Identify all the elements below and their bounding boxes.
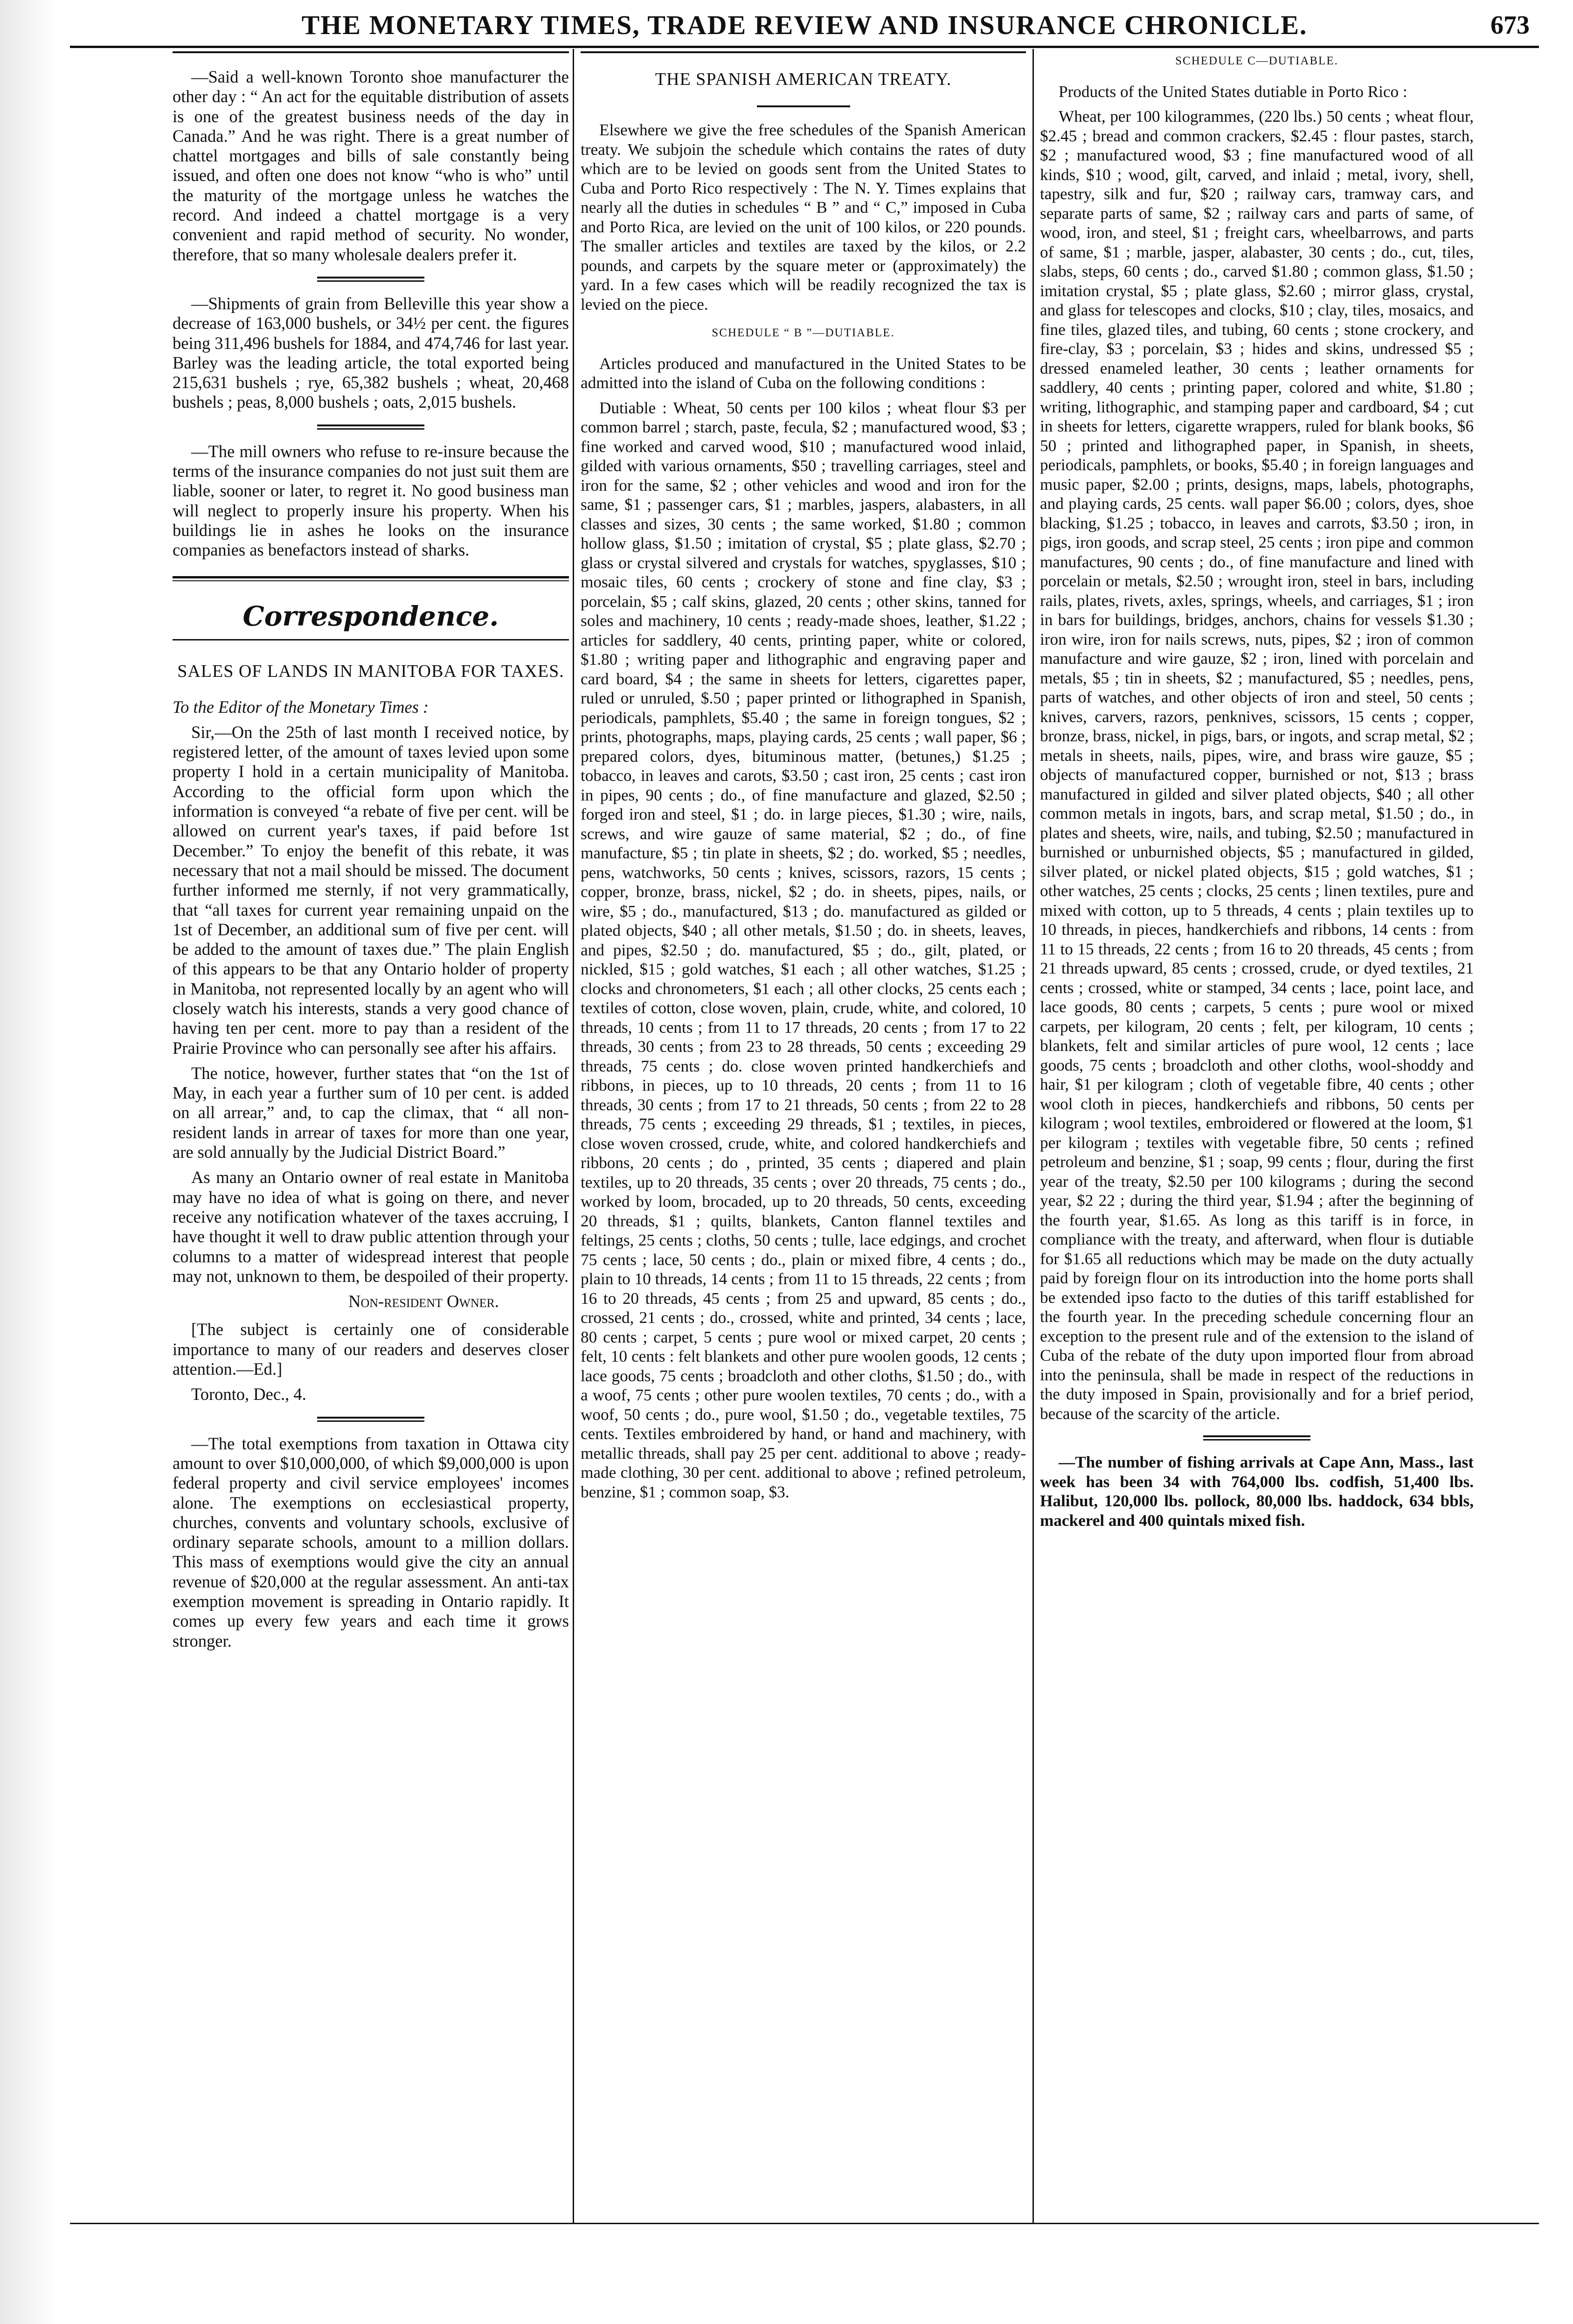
correspondence-heading: Correspondence.	[173, 600, 569, 640]
grain-shipments-paragraph: —Shipments of grain from Belleville this year show a decrease of 163,000 bushels, or 34½ per cent. the figures being 311,496 bushels for 1884, and 474,746 for last year. Barley was the leading article, the total exported being 215,631 bushels ; rye, 65,382 bushels ; wheat, 20,468 bushels ; peas, 8,000 bushels ; oats, 2,015 bushels.	[173, 293, 569, 412]
column-right	[1040, 51, 1474, 2216]
schedule-c-body: Wheat, per 100 kilogrammes, (220 lbs.) 50 cents ; wheat flour, $2.45 ; bread and common crackers, $2.45 : flour pastes, starch, $2 ; manufactured wood, $3 ; fine manufactured wood of all kinds, $10 ; wood, gilt, carved, and inlaid ; metal, ivory, shell, tapestry, silk and fur, $20 ; railway cars, tramway cars, and separate parts of same, $2 ; railway cars and parts of same, of wood, iron, and steel, $1 ; freight cars, wheelbarrows, and parts of same, $1 ; marble, jasper, alabaster, 30 cents ; do., cut, tiles, slabs, steps, 60 cents ; do., carved $1.80 ; common glass, $1.50 ; imitation crystal, $5 ; plate glass, $2.60 ; mirror glass, crystal, and glass for telescopes and clocks, $10 ; clay, tiles, mosaics, and fine tiles, glazed tiles, and tubing, 60 cents ; stone crockery, and fire-clay, $3 ; porcelain, $3 ; hides and skins, undressed $5 ; dressed enameled leather, 30 cents ; leather ornaments for saddlery, 40 cents ; printing paper, colored and white, $1.80 ; writing, lithographic, and stamping paper and cardboard, $4 ; cut in sheets for letters, cigarette wrappers, ruled for blank books, $6 50 ; printed and lithographed paper, in Spanish, in sheets, periodicals, pamphlets, or books, $5.40 ; in foreign languages and music paper, $2.00 ; prints, designs, maps, labels, photographs, and playing cards, 25 cents. wall paper $6.00 ; colors, dyes, shoe blacking, $1.25 ; tobacco, in leaves and carrots, $3.50 ; iron, in pigs, iron goods, and scrap steel, 25 cents ; iron pipe and common manufactures, 90 cents ; do., of fine manufacture and lined with porcelain or metals, $2.50 ; wrought iron, steel in bars, including rails, plates, rivets, axles, springs, wheels, and carriages, $1 ; iron in bars for buildings, bridges, anchors, chains for vessels $1.30 ; iron wire, iron for nails screws, nuts, pipes, $2 ; iron of common manufacture and wire gauze, $2 ; iron, lined with porcelain and metals, $5 ; tin in sheets, $2 ; manufactured, $5 ; needles, pens, parts of watches, and other objects of iron and steel, 50 cents ; knives, carvers, razors, penknives, scissors, 15 cents ; copper, bronze, brass, nickel, in pigs, bars, or ingots, and scrap metal, $2 ; metals in sheets, nails, pipes, wire, and brass wire gauze, $5 ; objects of manufactured copper, burnished or not, $13 ; brass manufactured in gilded and silver plated objects, $40 ; all other common metals in ingots, bars, and scrap metal, $1.50 ; do., in plates and sheets, wire, nails, and tubing, $2.50 ; manufactured in burnished or unburnished objects, $5 ; manufactured in gilded, silver plated, or nickel plated objects, $15 ; gold watches, $1 ; other watches, 25 cents ; clocks, 25 cents ; linen textiles, pure and mixed with cotton, up to 5 threads, 4 cents ; plain textiles up to 10 threads, in pieces, handkerchiefs and ribbons, 14 cents : from 11 to 15 threads, 22 cents ; from 16 to 20 threads, 45 cents ; from 21 threads upward, 85 cents ; crossed, crude, or dyed textiles, 21 cents ; crossed, white or stamped, 34 cents ; lace, point lace, and lace goods, 80 cents ; carpets, 5 cents ; pure wool or mixed carpets, per kilogram, 20 cents ; felt, per kilogram, 10 cents ; blankets, felt and similar articles of pure wool, 12 cents ; lace goods, 75 cents ; broadcloth and other cloths, wool-shoddy and hair, $1 per kilogram ; cloth of vegetable fibre, 40 cents ; other wool cloth in pieces, handkerchiefs and ribbons, 50 cents per kilogram ; wool textiles, embroidered or flowered at the loom, $1 per kilogram ; textiles with vegetable fibre, 50 cents ; refined petroleum and benzine, $1 ; soap, 99 cents ; flour, during the first year of the treaty, $2.50 per 100 kilograms ; during the second year, $2 22 ; during the third year, $1.94 ; after the beginning of the fourth year, $1.65. As long as this tariff is in force, in compliance with the treaty, and afterward, when flour is dutiable for $1.65 all reductions which may be made on the duty actually paid by foreign flour on its introduction into the home ports shall be extended ipso facto to the duties of this tariff established for the fourth year. In the preceding schedule concerning flour an exception to the present rule and of the extension to the island of Cuba of the rebate of the duty upon imported flour from abroad into the peninsula, shall be made in respect of the reductions in the duty imposed in Spain, provisionally and for a brief period, because of the scarcity of the article.	[1040, 107, 1474, 1423]
letter-paragraph-2: The notice, however, further states that “on the 1st of May, in each year a further sum of 10 per cent. is added on all arrear,” and, to cap the climax, that “ all non-resident lands in arrear of taxes for more than one year, are sold annually by the Judicial District Board.”	[173, 1063, 569, 1162]
column-top-rule	[173, 51, 569, 53]
letter-place-date: Toronto, Dec., 4.	[191, 1385, 306, 1404]
article-title: THE SPANISH AMERICAN TREATY.	[655, 70, 952, 89]
letter-paragraph-3: As many an Ontario owner of real estate in Manitoba may have no idea of what is going on there, and never receive any notification whatever of the taxes accruing, I have thought it well to draw public attention through your columns to a matter of widespread interest that people may not, unknown to them, be despoiled of their property.	[173, 1168, 569, 1286]
letter-signature: Non-resident Owner.	[348, 1292, 499, 1311]
page-binding-edge	[0, 0, 56, 2324]
column-top-rule	[581, 51, 1026, 53]
treaty-intro-paragraph: Elsewhere we give the free schedules of the Spanish American treaty. We subjoin the schedule which contains the rates of duty which are to be levied on goods sent from the United States to Cuba and Porto Rico respectively : The N. Y. Times explains that nearly all the duties in schedules “ B ” and “ C,” imposed in Cuba and Porto Rica, are levied on the unit of 100 kilos, or 220 pounds. The smaller articles and textiles are taxed by the kilos, or 2.2 pounds, and carpets by the square meter or (approximately) the yard. In a few cases which will be readily recognized the tax is levied on the piece.	[581, 121, 1026, 313]
letter-salutation: To the Editor of the Monetary Times :	[173, 697, 429, 717]
title-rule	[757, 105, 850, 107]
schedule-c-heading: SCHEDULE C—DUTIABLE.	[1175, 55, 1338, 67]
letter-title: SALES OF LANDS IN MANITOBA FOR TAXES.	[177, 661, 564, 681]
column-divider-1	[573, 49, 574, 2223]
tax-exemptions-paragraph: —The total exemptions from taxation in Ottawa city amount to over $10,000,000, of which $9,000,000 is upon federal property and civil service employees' incomes alone. The exemptions on ecclesiastical property, churches, convents and voluntary schools, exclusive of ordinary separate schools, amount to a million dollars. This mass of exemptions would give the city an annual revenue of $20,000 at the regular assessment. An anti-tax exemption movement is spreading in Ontario rapidly. It comes up every few years and each time it grows stronger.	[173, 1433, 569, 1650]
schedule-b-heading: SCHEDULE “ B ”—DUTIABLE.	[712, 327, 895, 339]
shoe-manufacturer-paragraph: —Said a well-known Toronto shoe manufacturer the other day : “ An act for the equitable distribution of assets is one of the greatest business needs of the day in Canada.” And he was right. There is a great number of chattel mortgages and bills of sale constantly being issued, and often one does not know “who is who” until the maturity of the mortgage unless he watches the record. And indeed a chattel mortgage is a very convenient and rapid method of security. No wonder, therefore, that so many wholesale dealers prefer it.	[173, 67, 569, 264]
page-header	[70, 4, 1539, 48]
separator-rule	[1203, 1435, 1310, 1440]
editor-note: [The subject is certainly one of considerable importance to many of our readers and deserves closer attention.—Ed.]	[173, 1320, 569, 1379]
section-rule	[173, 576, 569, 581]
mill-owners-paragraph: —The mill owners who refuse to re-insure because the terms of the insurance companies do not just suit them are liable, sooner or later, to regret it. No good business man will neglect to properly insure his property. When his buildings lie in ashes he looks on the insurance companies as benefactors instead of sharks.	[173, 441, 569, 560]
publication-title: THE MONETARY TIMES, TRADE REVIEW AND INSURANCE CHRONICLE.	[301, 10, 1308, 40]
separator-rule	[317, 424, 424, 430]
page-bottom-rule	[70, 2223, 1539, 2224]
separator-rule	[317, 1417, 424, 1422]
column-divider-2	[1032, 49, 1034, 2223]
column-left	[173, 51, 569, 2216]
page-number: 673	[1490, 11, 1530, 40]
fishing-arrivals-paragraph: —The number of fishing arrivals at Cape Ann, Mass., last week has been 34 with 764,000 lbs. codfish, 51,400 lbs. Halibut, 120,000 lbs. pollock, 80,000 lbs. haddock, 634 bbls, mackerel and 400 quintals mixed fish.	[1040, 1453, 1474, 1530]
column-middle	[581, 51, 1026, 2216]
schedule-b-body: Dutiable : Wheat, 50 cents per 100 kilos ; wheat flour $3 per common barrel ; starch, paste, fecula, $2 ; manufactured wood, $3 ; fine worked and carved wood, $10 ; manufactured wood inlaid, gilded with various ornaments, $50 ; travelling carriages, steel and iron for the same, $2 ; other vehicles and wood and iron for the same, $1 ; passenger cars, $1 ; marbles, jaspers, alabasters, in all classes and sizes, 30 cents ; the same worked, $1.80 ; common hollow glass, $1.50 ; imitation of crystal, $5 ; plate glass, $2.70 ; glass or crystal silvered and crystals for watches, spyglasses, $10 ; mosaic tiles, 60 cents ; crockery of stone and fine clay, $3 ; porcelain, $5 ; calf skins, glazed, 20 cents ; other skins, tanned for soles and machinery, 10 cents ; ready-made shoes, leather, $1.22 ; articles for saddlery, 40 cents, printing paper, white or colored, $1.80 ; writing paper and lithographic and engraving paper and card board, $4 ; the same in sheets for letters, cigarettes paper, ruled or unruled, $.50 ; paper printed or lithographed in Spanish, periodicals, pamphlets, $5.40 ; the same in foreign tongues, $2 ; prints, photographs, maps, playing cards, 25 cents ; wall paper, $6 ; prepared colors, dyes, bituminous matter, (betunes,) $1.25 ; tobacco, in leaves and carots, $3.50 ; cast iron, 25 cents ; cast iron in pipes, 90 cents ; do., of fine manufacture and glazed, $2.50 ; forged iron and steel, $1 ; do. in large pieces, $1.30 ; wire, nails, screws, and wire gauze of same material, $2 ; do., of fine manufacture, $5 ; tin plate in sheets, $2 ; do. worked, $5 ; needles, pens, watchworks, 50 cents ; knives, scissors, razors, 15 cents ; copper, bronze, brass, nickel, $2 ; do. in sheets, pipes, nails, or wire, $5 ; do., manufactured, $13 ; do. manufactured as gilded or plated objects, $40 ; all other metals, $1.50 ; do. in sheets, leaves, and pipes, $2.50 ; do. manufactured, $5 ; do., gilt, plated, or nickled, $15 ; gold watches, $1 each ; all other watches, $1.25 ; clocks and chronometers, $1 each ; all other clocks, 25 cents each ; textiles of cotton, close woven, plain, crude, white, and colored, 10 threads, 10 cents ; from 11 to 17 threads, 20 cents ; from 17 to 22 threads, 30 cents ; from 23 to 28 threads, 50 cents ; exceeding 29 threads, 75 cents ; do. close woven printed handkerchiefs and ribbons, in pieces, up to 10 threads, 20 cents ; from 11 to 16 threads, 30 cents ; from 17 to 21 threads, 50 cents ; from 22 to 28 threads, 75 cents ; exceeding 29 threads, $1 ; textiles, in pieces, close woven crossed, crude, white, and colored handkerchiefs and ribbons, 20 cents ; do , printed, 35 cents ; diapered and plain textiles, up to 20 threads, 35 cents ; over 20 threads, 75 cents ; do., worked by loom, brocaded, up to 20 threads, 50 cents, exceeding 20 threads, $1 ; quilts, blankets, Canton flannel textiles and feltings, 25 cents ; cloths, 50 cents ; tulle, lace edgings, and crochet 75 cents ; lace, 50 cents ; do., plain or mixed fibre, 4 cents ; do., plain to 10 threads, 14 cents ; from 11 to 15 threads, 22 cents ; from 16 to 20 threads, 45 cents ; from 25 and upward, 85 cents ; do., crossed, 21 cents ; do., crossed, white and printed, 34 cents ; lace, 80 cents ; carpet, 5 cents ; pure wool or mixed carpet, 20 cents ; felt, 10 cents : felt blankets and other pure woolen goods, 12 cents ; lace goods, 75 cents ; broadcloth and other cloths, $1.50 ; do., with a woof, 75 cents ; other pure woolen textiles, 70 cents ; do., with a woof, 50 cents ; do., pure wool, $1.50 ; do., vegetable textiles, 75 cents. Textiles embroidered by hand, or hand and machinery, with metallic threads, shall pay 25 per cent. additional to above ; ready-made clothing, 30 per cent. additional to above ; refined petroleum, benzine, $1 ; common soap, $3.	[581, 398, 1026, 1501]
separator-rule	[317, 277, 424, 282]
letter-paragraph-1: Sir,—On the 25th of last month I received notice, by registered letter, of the amount of taxes levied upon some property I hold in a certain municipality of Manitoba. According to the official form upon which the information is conveyed “a rebate of five per cent. will be allowed on current year's taxes, if paid before 1st December.” To enjoy the benefit of this rebate, it was necessary that not a mail should be missed. The document further informed me sternly, if not very grammatically, that “all taxes for current year remaining unpaid on the 1st of December, an additional sum of five per cent. will be added to the amount of taxes due.” The plain English of this appears to be that any Ontario holder of property in Manitoba, not represented locally by an agent who will closely watch his interests, stands a very good chance of having ten per cent. more to pay than a resident of the Prairie Province who can personally see after his affairs.	[173, 722, 569, 1058]
schedule-b-intro: Articles produced and manufactured in the United States to be admitted into the island of Cuba on the following conditions :	[581, 354, 1026, 392]
schedule-c-intro: Products of the United States dutiable in Porto Rico :	[1059, 82, 1407, 101]
